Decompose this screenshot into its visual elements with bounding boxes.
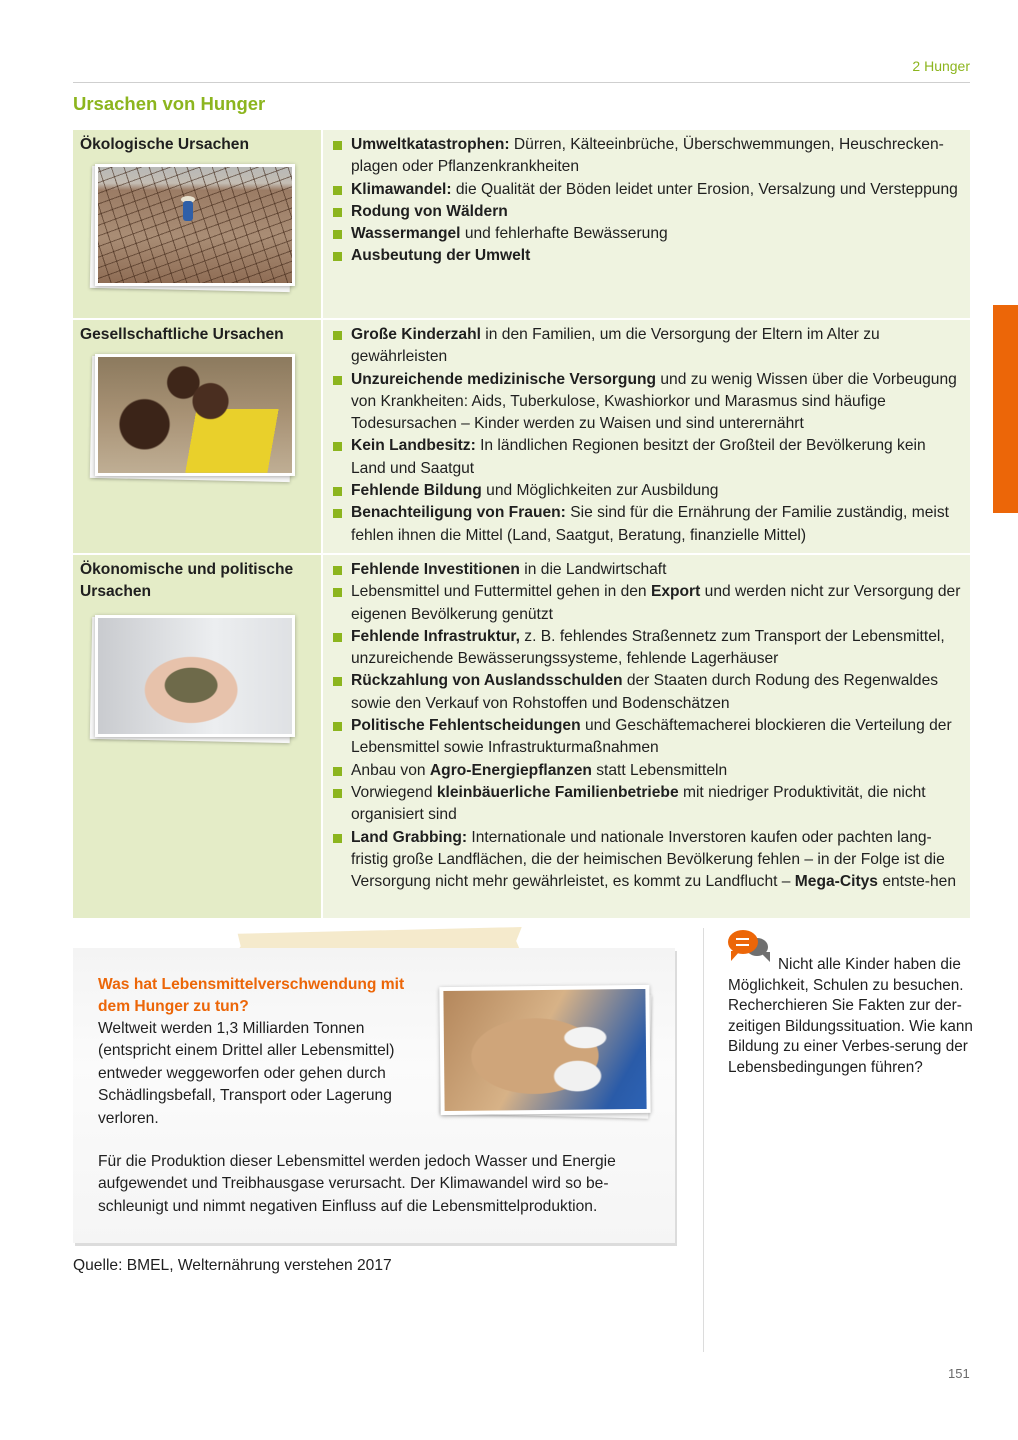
info-box-paragraph: Für die Produktion dieser Lebensmittel werden jedoch Wasser und Energie aufgewendet und Treibhausgase verursacht. Der Klimawandel wird so be-schleunigt und nimmt negativen Einfluss auf die Lebensmittelproduktion. [98,1153,616,1215]
list-item: Fehlende Investitionen in die Landwirtschaft [331,559,964,581]
list-item: Vorwiegend kleinbäuerliche Familienbetriebe mit niedriger Produktivität, die nicht organisiert sind [331,782,964,827]
page-number: 151 [948,1366,970,1381]
drought-photo [95,164,295,286]
category-cell [73,554,322,918]
list-item: Umweltkatastrophen: Dürren, Kälteeinbrüche, Überschwemmungen, Heuschrecken-plagen oder Pflanzenkrankheiten [331,134,964,179]
list-item: Klimawandel: die Qualität der Böden leidet unter Erosion, Versalzung und Versteppung [331,179,964,201]
running-head: 2 Hunger [912,58,970,74]
table-row [73,554,970,918]
section-title: Ursachen von Hunger [73,93,266,114]
items-cell [322,129,970,319]
source-citation: Quelle: BMEL, Welternährung verstehen 2017 [73,1257,392,1274]
cause-list [331,324,964,547]
category-cell [73,129,322,319]
category-cell [73,319,322,554]
list-item: Unzureichende medizinische Versorgung und zu wenig Wissen über die Vorbeugung von Krankheiten: Aids, Tuberkulose, Kwashiorkor und Marasmus sind häufige Todesursachen – Kinder werden zu Waisen und sind unterernährt [331,369,964,436]
children-photo [95,354,295,476]
cause-list [331,134,964,268]
items-cell [322,319,970,554]
category-title: Gesellschaftliche Ursachen [80,326,284,343]
list-item: Politische Fehlentscheidungen und Geschäftemacherei blockieren die Verteilung der Lebensmittel sowie Infrastrukturmaßnahmen [331,715,964,760]
list-item: Rückzahlung von Auslandsschulden der Staaten durch Rodung des Regenwaldes sowie den Verkauf von Rohstoffen und Bodenschätzen [331,670,964,715]
category-title: Ökologische Ursachen [80,136,249,153]
table-row [73,129,970,319]
list-item: Ausbeutung der Umwelt [331,245,964,267]
header-rule [73,82,970,83]
chapter-tab-marker [993,305,1018,513]
food-waste-photo [440,986,650,1114]
category-title: Ökonomische und politische Ursachen [80,560,294,600]
list-item: Land Grabbing: Internationale und nationale Inverstoren kaufen oder pachten lang-fristig große Landflächen, die der heimischen Bevölkerung fehlen – in der Folge ist die Versorgung nicht mehr gewährleistet, es kommt zu Landflucht – Mega-Citys entste-hen [331,827,964,894]
task-text: Nicht alle Kinder haben die Möglichkeit, Schulen zu besuchen. Recherchieren Sie Fakten zur der-zeitigen Bildungssituation. Wie kann Bildung zu einer Verbes-serung der Lebensbedingungen führen? [728,956,973,1076]
list-item: Lebensmittel und Futtermittel gehen in den Export und werden nicht zur Versorgung der eigenen Bevölkerung genützt [331,581,964,626]
list-item: Rodung von Wäldern [331,201,964,223]
task-box [728,930,976,1079]
coins-photo [95,615,295,737]
list-item: Kein Landbesitz: In ländlichen Regionen besitzt der Großteil der Bevölkerung kein Land und Saatgut [331,435,964,480]
speech-bubbles-icon [728,930,776,968]
list-item: Fehlende Bildung und Möglichkeiten zur Ausbildung [331,480,964,502]
info-box [73,948,675,1243]
info-box-paragraph: Weltweit werden 1,3 Milliarden Tonnen (entspricht einem Drittel aller Lebensmittel) entweder weggeworfen oder gehen durch Schädlingsbefall, Transport oder Lagerung verloren. [98,1020,395,1127]
list-item: Wassermangel und fehlerhafte Bewässerung [331,223,964,245]
table-row [73,319,970,554]
causes-table [73,128,970,918]
items-cell [322,554,970,918]
cause-list [331,559,964,893]
list-item: Anbau von Agro-Energiepflanzen statt Lebensmitteln [331,760,964,782]
list-item: Benachteiligung von Frauen: Sie sind für die Ernährung der Familie zuständig, meist fehlen ihnen die Mittel (Land, Saatgut, Beratung, finanzielle Mittel) [331,502,964,547]
list-item: Große Kinderzahl in den Familien, um die Versorgung der Eltern im Alter zu gewährleisten [331,324,964,369]
info-box-heading: Was hat Lebensmittelverschwendung mit dem Hunger zu tun? [98,976,405,1015]
list-item: Fehlende Infrastruktur, z. B. fehlendes Straßennetz zum Transport der Lebensmittel, unzureichende Bewässerungssysteme, fehlende Lagerhäuser [331,626,964,671]
column-divider [703,928,704,1352]
